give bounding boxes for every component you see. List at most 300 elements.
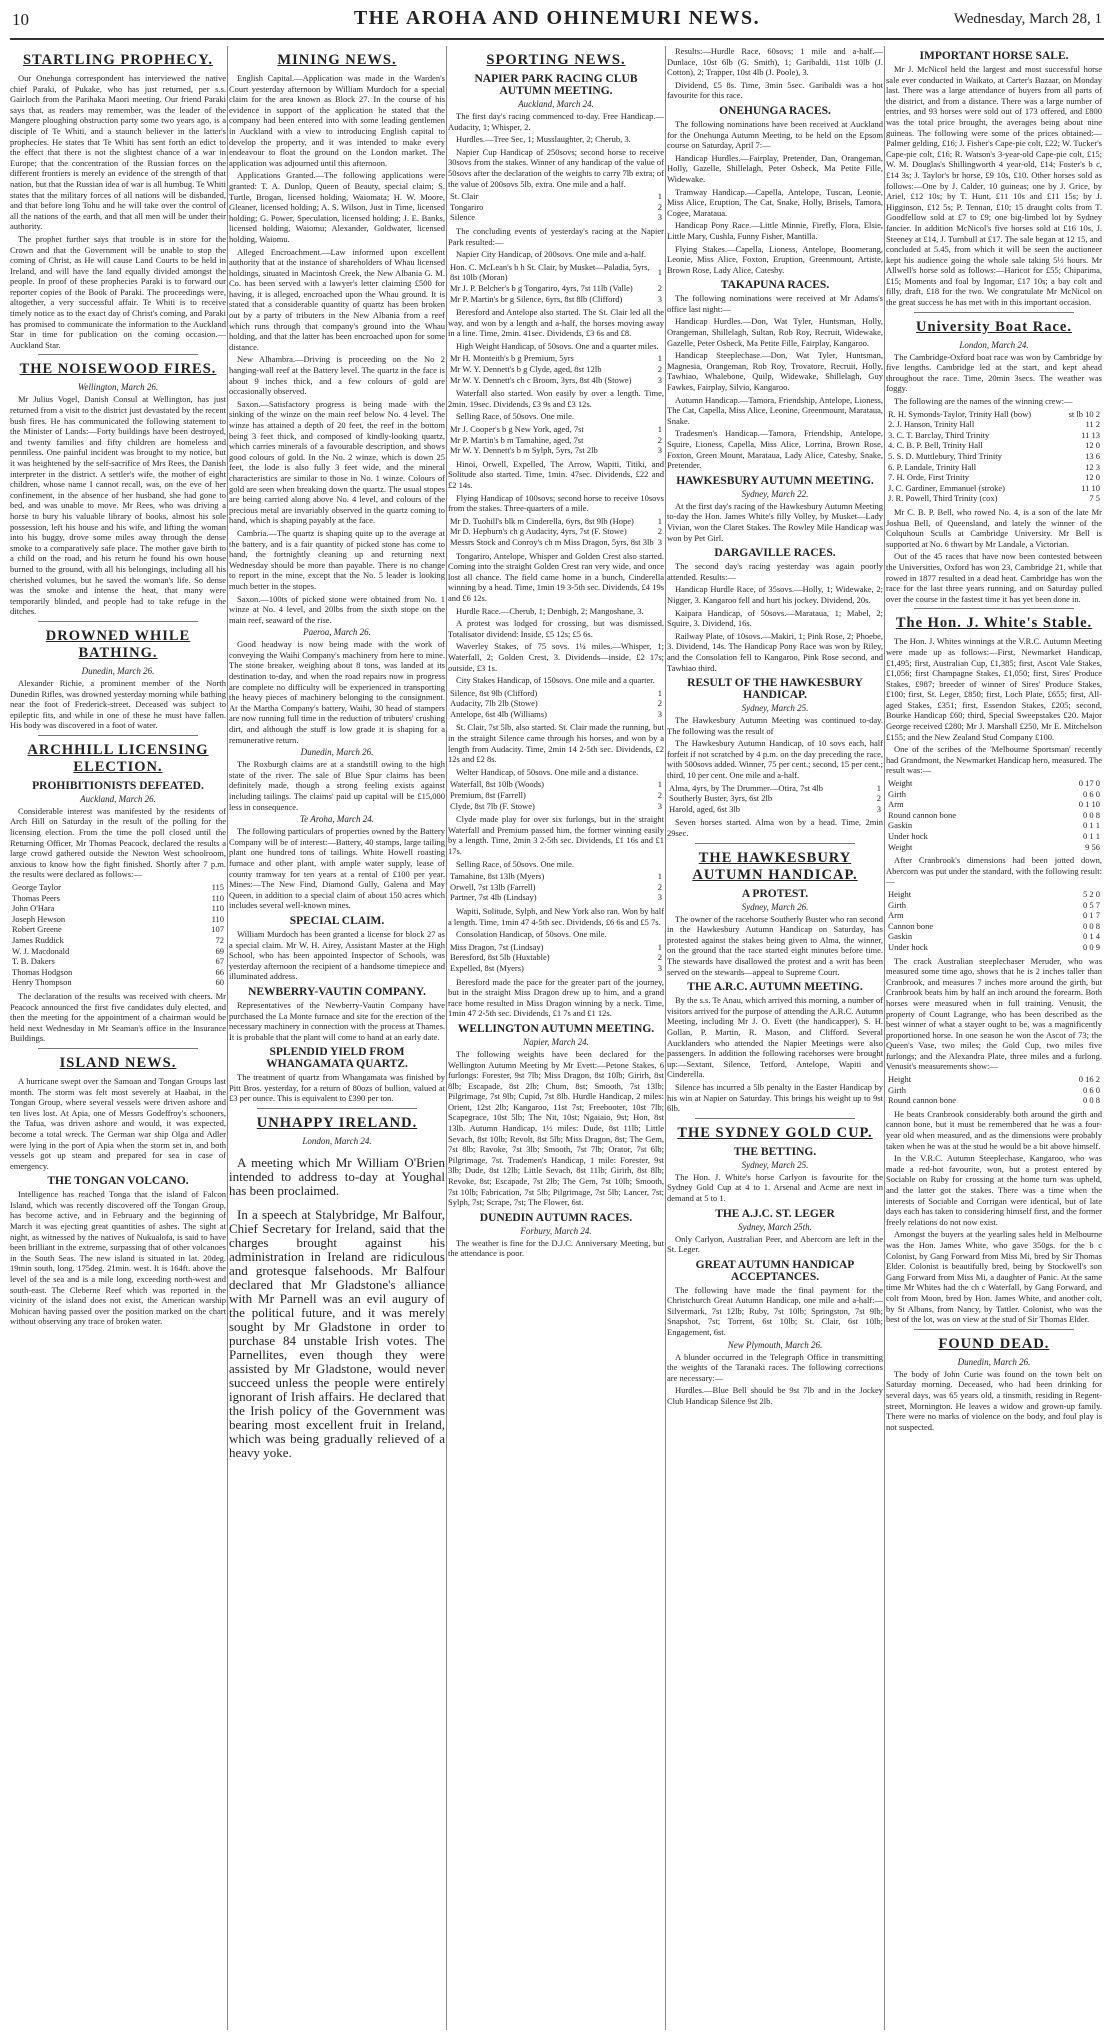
result-name: Under hock: [888, 941, 928, 952]
results-table: [448, 262, 664, 304]
result-name: Girth: [888, 788, 906, 799]
results-row: [886, 472, 1102, 483]
newspaper-title: THE AROHA AND OHINEMURI NEWS.: [353, 7, 761, 29]
result-value: 2: [657, 201, 662, 212]
article-paragraph: The Cambridge-Oxford boat race was won by Cambridge by five lengths. Cambridge led at the start, and kept ahead throughout the race. Time, 20min 3secs. The weather was foggy.: [886, 351, 1102, 394]
article-paragraph: A protest was lodged for crossing, but was dismissed. Totalisator dividend: Inside, £5 12s; £5 6s.: [448, 618, 664, 639]
results-row: [448, 262, 664, 283]
dateline: Wellington, March 26.: [77, 382, 159, 393]
article-paragraph: After Cranbrook's dimensions had been jotted down, Abercorn was put under the standard, with the following result:—: [886, 855, 1102, 887]
dateline: Sydney, March 22.: [741, 488, 809, 499]
article-paragraph: Napier City Handicap, of 200sovs. One mile and a-half.: [456, 249, 647, 260]
results-table: [886, 889, 1102, 953]
result-name: Miss Dragon, 7st (Lindsay): [450, 941, 544, 952]
article-paragraph: The Hawkesbury Autumn Handicap, of 10 sovs each, half forfeit if not scratched by 4 p.m. on the day preceding the race, with 500sovs added. Winner, 75 per cent.; second, 15 per cent.; third, 10 per cent. One mile and a-half.: [667, 738, 883, 781]
results-row: [10, 977, 226, 988]
article-paragraph: Handicap Hurdles.—Don, Wat Tyler, Huntsman, Holly, Orangeman, Shillelagh, Sultan, Rob Roy, Recruit, Widewake, Gazelle, Peter Osbeck, Ma Petite Fille, Fairplay, Kangaroo.: [667, 316, 883, 348]
results-row: [448, 709, 664, 720]
article-subheading: NAPIER PARK RACING CLUB AUTUMN MEETING.: [474, 73, 638, 97]
article-paragraph: Seven horses started. Alma won by a head. Time, 2min 29sec.: [667, 817, 883, 839]
article-headline: THE SYDNEY GOLD CUP.: [677, 1124, 873, 1141]
results-row: [10, 924, 226, 935]
article-headline: STARTLING PROPHECY.: [22, 52, 214, 68]
results-row: [448, 294, 664, 305]
article-paragraph: Saxon.—100ts of picked stone were obtained from No. 1 winze at No. 4 level, and 20lbs from the sixth stope on the main reef, seaward of the rise.: [229, 593, 445, 625]
article-paragraph: William Murdoch has been granted a license for block 27 as a special claim. Mr W. H. Airey, Assistant Master at the High School, who has been appointed Inspector of Schools, was yesterday afternoon the recipient of a handsome timepiece and illuminated address.: [229, 928, 445, 982]
result-name: Clyde, 8st 7lb (F. Stowe): [450, 800, 535, 811]
article-paragraph: The declaration of the results was received with cheers. Mr Peacock announced the first five candidates duly elected, and then the meeting for the appointment of a chairman would be held next Wednesday in Mr Seaman's office in the Insurance Buildings.: [10, 990, 226, 1044]
article-paragraph: The following are the names of the winning crew:—: [894, 396, 1073, 407]
article-paragraph: Napier Cup Handicap of 250sovs; second horse to receive 30sovs from the stakes. Winner of any handicap of the value of 50sovs after the declaration of the weights to carry 7lb extra; of the value of 200sovs 5lb, extra. One mile and a half.: [448, 146, 664, 189]
results-row: [886, 831, 1102, 842]
article-paragraph: Dividend, £5 8s. Time, 3min 5sec. Garibaldi was a hot favourite for this race.: [667, 79, 883, 101]
result-name: Arm: [888, 799, 904, 810]
article-subheading: HAWKESBURY AUTUMN MEETING.: [676, 474, 874, 487]
results-row: [886, 810, 1102, 821]
result-name: Waterfall, 8st 10lb (Woods): [450, 779, 544, 790]
article-subheading: DARGAVILLE RACES.: [714, 547, 836, 560]
result-name: Weight: [888, 778, 913, 789]
results-row: [448, 435, 664, 446]
article-subheading: THE A.J.C. ST. LEGER: [715, 1207, 835, 1220]
dateline: Sydney, March 25.: [741, 1159, 809, 1170]
result-value: 110: [211, 903, 224, 914]
results-row: [448, 212, 664, 223]
article-paragraph: Alexander Richie, a prominent member of the North Dunedin Rifles, was drowned yesterday morning while bathing near the foot of Frederick-street. Deceased was subject to epileptic fits, and while in one of these he must have fallen. His body was discovered in a foot of water.: [10, 677, 226, 731]
results-row: [10, 882, 226, 893]
result-value: 0 17 0: [1078, 778, 1100, 789]
result-value: 0 6 0: [1083, 788, 1100, 799]
results-row: [448, 445, 664, 456]
article-paragraph: Hurdle Race.—Cherub, 1; Denbigh, 2; Mangoshane, 3.: [456, 605, 644, 616]
results-row: [10, 914, 226, 925]
article-subheading: NEWBERRY-VAUTIN COMPANY.: [248, 985, 426, 998]
section-divider: [38, 621, 198, 622]
result-value: 1: [657, 191, 662, 202]
result-name: John O'Hara: [12, 903, 55, 914]
section-divider: [914, 1329, 1074, 1330]
results-row: [448, 353, 664, 364]
result-name: J. R. Powell, Third Trinity (cox): [888, 493, 998, 504]
result-name: 2. J. Hanson, Trinity Hall: [888, 419, 975, 430]
result-value: 3: [876, 803, 881, 814]
article-subheading: THE A.R.C. AUTUMN MEETING.: [687, 981, 863, 994]
results-row: [886, 820, 1102, 831]
results-row: [886, 900, 1102, 911]
column-3: [448, 46, 664, 2030]
result-value: 7 5: [1089, 493, 1100, 504]
results-row: [448, 283, 664, 294]
article-headline: MINING NEWS.: [277, 52, 397, 68]
result-name: Mr H. Monteith's b g Premium, 5yrs: [450, 353, 574, 364]
results-table: [448, 424, 664, 456]
article-paragraph: The following weights have been declared for the Wellington Autumn Meeting by Mr Evett:—Petone Stakes, 6 furlongs: Forester, 9st 7lb; Miss Dragon, 8st 10lb; Girirh, 8st 8lb; Escapade, 8st 2lb; Chum, 8st; Smooth, 7st 13lb; Pilgrimage, 7st 9lb; Cupid, 7st 8lb. Hurdle Handicap, 2 miles: Orient, 12st 2lb; Kangaroo, 11st 7st; Freebooter, 10st 7lb; Scapegrace, 10st 5lb; The Nit, 10st; Ngaiaio, 9st; Hon, 8st 13lb. Autumn Handicap, 1½ miles: Dude, 8st 11lb; Little Sevach, 8st 10lb; Revolt, 8st 5lb; Miss Dragon, 8st; The Gem, 7st 8lb; Ravoke, 7st 3lb; Smooth, 7st 7lb; Orator, 7st 6lb; Pilgrimage, 7st. Trademen's Handicap, 1 mile: Forester, 9st 3lb; Dude, 8st 12lb; Little Sevach, 8st 11lb; Girirh, 8st 8lb; Revoke, 8st; Escapade, 7st 2lb; The Gem, 7st 10lb; Smooth, 7st 10lb; Fabrication, 7st 5lb; Pilgrimage, 7st 5lb; Lancer, 7st; Sylph, 7st; Scrape, 7st; The Flower, 6st.: [448, 1048, 664, 1208]
result-name: Gaskin: [888, 820, 913, 831]
result-name: Arm: [888, 910, 904, 921]
dateline: Auckland, March 24.: [518, 99, 594, 109]
column-4: [667, 46, 883, 2030]
results-row: [10, 903, 226, 914]
article-paragraph: The following particulars of properties owned by the Battery Company will be of interest:—Battery, 40 stamps, large tailing plant one hundred tons of tailings. White Howell roasting furnace and other plant, with ample water supply, lease of county tramway for ten years at a rental of £100 per year. Mines:—The New Find, Diamond Gully, Galena and May Queen, in addition to a special claim of about 150 acres which includes several well-known mines.: [229, 826, 445, 911]
dateline: New Plymouth, March 26.: [727, 1339, 823, 1350]
results-row: [667, 804, 883, 815]
result-value: 12 0: [1085, 472, 1100, 483]
article-paragraph: The Hon. J. White's horse Carlyon is favourite for the Sydney Gold Cup at 4 to 1. Arsenal and Acme are next in demand at 5 to 1.: [667, 1171, 883, 1203]
results-row: [886, 419, 1102, 430]
section-divider: [38, 735, 198, 736]
result-name: Mr P. Martin's br g Silence, 6yrs, 8st 8lb (Clifford): [450, 293, 623, 304]
article-paragraph: He beats Cranbrook considerably both around the girth and cannon bone, but it must be remembered that he was a four-year old when measured, and as the dimensions were probably taken when he was at the stud he would be a bit above himself.: [886, 1108, 1102, 1151]
dateline: Napier, March 24.: [523, 1036, 589, 1047]
result-value: 2: [657, 364, 662, 375]
results-table: [667, 783, 883, 815]
result-value: 0 16 2: [1078, 1074, 1100, 1085]
article-paragraph: The following nominations have been received at Auckland for the Onehunga Autumn Meeting, to be held on the Epsom course on Saturday, April 7:—: [667, 118, 883, 151]
result-value: 2: [657, 698, 662, 709]
dateline: Auckland, March 26.: [80, 793, 156, 804]
result-value: 12 3: [1085, 461, 1100, 472]
article-paragraph: Autumn Handicap.—Tamora, Friendship, Antelope, Lioness, The Cat, Capella, Miss Alice, Leonine, Greenmount, Marataua, Snake.: [667, 394, 883, 426]
article-paragraph: One of the scribes of the 'Melbourne Sportsman' recently had Grandmont, the Newmarket Handicap hero, measured. The result was:—: [886, 744, 1102, 776]
results-row: [448, 779, 664, 790]
article-subheading: TAKAPUNA RACES.: [720, 279, 830, 292]
result-name: 6. P. Landale, Trinity Hall: [888, 461, 977, 472]
result-value: 2: [657, 434, 662, 445]
results-row: [10, 946, 226, 957]
article-subheading: WELLINGTON AUTUMN MEETING.: [457, 1022, 655, 1035]
masthead-rule: [10, 38, 1104, 40]
result-value: 66: [215, 966, 224, 977]
article-subheading: GREAT AUTUMN HANDICAP ACCEPTANCES.: [695, 1258, 855, 1283]
result-name: W. J. Macdonald: [12, 945, 70, 956]
results-row: [448, 942, 664, 953]
results-table: [886, 409, 1102, 504]
results-row: [886, 462, 1102, 473]
result-name: Mr W. Y. Dennett's b g Clyde, aged, 8st 12lb: [450, 364, 602, 375]
result-name: Height: [888, 1074, 912, 1085]
result-name: Silence, 8st 9lb (Clifford): [450, 687, 538, 698]
article-paragraph: Handicap Steeplechase.—Don, Wat Tyler, Huntsman, Magnesia, Orangeman, Rob Roy, Trovatore, Recruit, Holly, Tawhiao, Whalebone, Quilp, Widewake, Shillelagh, Guy Fawkes, Fairplay, Silvio, Kangaroo.: [667, 350, 883, 393]
article-paragraph: In the V.R.C. Autumn Steeplechase, Kangaroo, who was made a red-hot favourite, won, but a protest entered by Sociable on Ruby for crossing at the home turn was upheld, and the latter got the stakes. There was a time when the interests of Sociable and Corrigan were identical, but of late days each has taken to considering himself first, and the former freely relations do not now exist.: [886, 1153, 1102, 1227]
results-row: [667, 783, 883, 794]
issue-date: Wednesday, March 28, 1: [953, 11, 1102, 27]
results-row: [667, 793, 883, 804]
result-value: 110: [211, 892, 224, 903]
column-2: [229, 46, 445, 2030]
result-name: Harold, aged, 6st 3lb: [669, 803, 741, 814]
result-value: 1: [657, 515, 662, 526]
result-name: Mr J. Cooper's b g New York, aged, 7st: [450, 424, 584, 435]
masthead: [0, 0, 1114, 40]
results-table: [448, 942, 664, 974]
article-paragraph: Applications Granted.—The following applications were granted: T. A. Dunlop, Queen of Beauty, special claim; S. Turtle, Brogan, licensed holding, Waiomata; H. W. Moore, Gleaner, licensed holding; A. S. Wilson, Just in Time, licensed holding; G. Power, Speculation, licensed holding; J. E. Banks, licensed holding, Waiomu; Alexander, Goldwater, licensed holding, Waiomu.: [229, 170, 445, 244]
result-value: 0 0 8: [1083, 1095, 1100, 1106]
article-paragraph: St. Clair, 7st 5lb, also started. St. Clair made the running, but in the straight Silence came through his horses, and won by a length from Audacity. Time, 2min 14 2-5th sec. Dividends, £2 12s and £2 8s.: [448, 722, 664, 765]
result-name: R. H. Symonds-Taylor, Trinity Hall (bow): [888, 408, 1032, 419]
article-paragraph: Flying Stakes.—Capella, Lioness, Antelope, Boomerang, Leonie, Miss Alice, Foxton, Eruption, Greenmount, Artiste, Brown Rose, Lady Alice, Catesby.: [667, 243, 883, 275]
result-name: Silence: [450, 212, 476, 223]
article-headline: ARCHHILL LICENSING ELECTION.: [27, 741, 209, 775]
article-paragraph: Railway Plate, of 10sovs.—Makiri, 1; Pink Rose, 2; Phoebe, 3. Dividend, 14s. The Handicap Pony Race was won by Riley, and the Consolation fell to Kangaroo, Pink Rose second, and Tawhiao third.: [667, 630, 883, 673]
result-value: 107: [211, 924, 224, 935]
article-subheading: ONEHUNGA RACES.: [719, 104, 831, 117]
article-paragraph: The weather is fine for the D.J.C. Anniversary Meeting, but the attendance is poor.: [448, 1237, 664, 1259]
result-value: 3: [657, 374, 662, 385]
results-row: [886, 799, 1102, 810]
article-paragraph: The Hawkesbury Autumn Meeting was continued to-day. The following was the result of: [667, 715, 883, 736]
results-row: [448, 882, 664, 893]
article-paragraph: Selling Race, of 50sovs. One mile.: [456, 411, 575, 422]
results-row: [886, 1074, 1102, 1085]
column-rule: [665, 46, 666, 2030]
results-table: [886, 778, 1102, 852]
results-row: [886, 451, 1102, 462]
article-paragraph: English Capital.—Application was made in the Warden's Court yesterday afternoon by William Murdoch for a special claim for the area known as Block 27. In the course of his evidence in support of the application he stated that the company had been entered into with some leading gentlemen in Auckland with a view to introducing English capital to develop the property, and it was intended to make every endeavour to float the ground on the London market. The application was adjourned until this afternoon.: [229, 73, 445, 168]
result-value: 3: [657, 212, 662, 223]
result-value: 1: [657, 941, 662, 952]
article-subheading: A PROTEST.: [741, 887, 809, 900]
result-value: 0 0 9: [1083, 941, 1100, 952]
article-subheading: SPLENDID YIELD FROM WHANGAMATA QUARTZ.: [266, 1046, 408, 1071]
result-value: 11 10: [1081, 482, 1100, 493]
result-value: 0 1 10: [1078, 799, 1100, 810]
result-value: 1: [657, 779, 662, 790]
result-name: Mr W. Y. Dennett's ch c Broom, 3yrs, 8st 4lb (Stowe): [450, 374, 632, 385]
results-table: [448, 191, 664, 223]
article-paragraph: The Hon. J. Whites winnings at the V.R.C. Autumn Meeting were made up as follows:—First, Newmarket Handicap, £1,495; first, Australian Cup, £1,385; first, Ascot Vale Stakes, £1,056; first Champagne Stakes, £1,050; first, Sires' Produce Stakes, £987; breeder of winner of Sires' Produce Stakes, £100; first, St. Leger, £850; first, Loch Plate, £655; first, All-aged Stakes, £351; first, Essendon Stakes, £205; second, Bourke Handicap £60; third, Special Sweepstakes £20. Major George received £280; Mr J. Marshall £250, Mr E. Mitchelson £155; and the New Zealand Stud Company £100.: [886, 636, 1102, 742]
result-value: 2: [657, 881, 662, 892]
results-row: [448, 191, 664, 202]
article-paragraph: High Weight Handicap, of 50sovs. One and a quarter miles.: [456, 340, 659, 351]
result-value: 3: [657, 892, 662, 903]
results-row: [886, 942, 1102, 953]
result-value: 3: [657, 962, 662, 973]
article-paragraph: Waverley Stakes, of 75 sovs. 1¼ miles.—Whisper, 1; Waterfall, 2; Golden Crest, 3. Dividends—inside, £2 17s; outside, £3 1s.: [448, 641, 664, 673]
article-subheading: PROHIBITIONISTS DEFEATED.: [32, 779, 204, 792]
result-name: Under hock: [888, 831, 928, 841]
results-row: [448, 375, 664, 386]
result-name: Premium, 8st (Farrell): [450, 790, 526, 801]
result-name: Mr P. Martin's b m Tamahine, aged, 7st: [450, 434, 584, 445]
section-divider: [914, 312, 1074, 313]
article-paragraph: The treatment of quartz from Whangamata was finished by Pitt Bros. yesterday, for a return of 80ozs of bullion, valued at £3 per ounce. This is equivalent to £390 per ton.: [229, 1072, 445, 1104]
result-value: 13 6: [1085, 451, 1100, 461]
results-row: [448, 892, 664, 903]
result-name: Beresford, 8st 5lb (Huxtable): [450, 952, 550, 963]
results-row: [448, 698, 664, 709]
section-divider: [914, 608, 1074, 609]
results-row: [886, 409, 1102, 420]
result-value: 12 0: [1085, 440, 1100, 451]
results-row: [448, 790, 664, 801]
result-value: 1: [657, 871, 662, 882]
dateline: London, March 24.: [302, 1136, 372, 1147]
section-divider: [695, 843, 855, 844]
article-paragraph: The concluding events of yesterday's racing at the Napier Park resulted:—: [448, 225, 664, 247]
results-table: [448, 353, 664, 385]
result-value: 0 1 4: [1083, 931, 1100, 942]
article-paragraph: Welter Handicap, of 50sovs. One mile and a distance.: [456, 766, 639, 777]
article-paragraph: City Stakes Handicap, of 150sovs. One mile and a quarter.: [456, 675, 655, 686]
result-value: 3: [657, 536, 662, 547]
article-paragraph: Tradesmen's Handicap.—Tamora, Friendship, Antelope, Squire, Lioness, Capella, Miss Alice, Lorrina, Brown Rose, Foxton, Green Mount, Marataua, Lady Alice, Catesby, Snake, Pretender.: [667, 428, 883, 471]
article-paragraph: Consolation Handicap, of 50sovs. One mile.: [456, 929, 607, 940]
results-row: [448, 516, 664, 527]
result-value: 2: [876, 793, 881, 804]
dateline: Forbury, March 24.: [520, 1225, 592, 1236]
results-row: [448, 952, 664, 963]
result-value: 2: [657, 790, 662, 801]
column-rule: [446, 46, 447, 2030]
result-value: 11 2: [1085, 419, 1100, 430]
result-name: Orwell, 7st 13lb (Farrell): [450, 881, 536, 892]
section-divider: [38, 354, 198, 355]
result-value: 2: [657, 526, 662, 537]
results-row: [886, 910, 1102, 921]
result-name: Alma, 4yrs, by The Drummer—Otira, 7st 4lb: [669, 782, 824, 793]
dateline: Dunedin, March 26.: [957, 1356, 1031, 1367]
article-paragraph: Our Onehunga correspondent has interviewed the native chief Paraki, of Pukake, who has just returned, per s.s. Gairloch from the Parihaka Maori meeting. Our friend Paraki says that, as readers may remember, was the leader of the Mangere ploughing obstruction party some two years ago, is a disciple of Te Whiti, and a staunch believer in the latter's prophecies. He states that Te Whiti has sent forth an edict to the effect that there is not the slightest chance of a war in Europe; that the concentration of the Russian forces on the different frontiers is merely an evidence of the strength of that nation, but that the Russian idea of war is all humbug. Te Whiti states that the military forces of all nations will be disbanded, and that before long Tohu and he will take over the control of all the nations of the earth, and that all men will be under their authority.: [10, 73, 226, 232]
article-paragraph: Results:—Hurdle Race, 60sovs; 1 mile and a-half.—Dunlace, 10st 6lb (G. Smith), 1; Garibaldi, 11st 10lb (J. Cotton), 2; Trapper, 10st 4lb (J. Poole), 3.: [667, 46, 883, 78]
article-paragraph: Good headway is now being made with the work of conveying the Waihi Company's machinery from here to mine. The stone breaker, weighing about 8 tons, was landed at its destination to-day, and when the road repairs now in progress are complete no difficulty will be experienced in transporting the heavy pieces of machinery belonging to the consignment. At the Martha Company's battery, Waihi, 30 head of stampers are now running full time in the reduction of tributers' crushing dirt, and although the stuff is low grade it is shaping for a remunerative return.: [229, 639, 445, 745]
result-name: 5. S. D. Muttlebury, Third Trinity: [888, 451, 1002, 461]
result-name: Mr J. P. Belcher's b g Tongariro, 4yrs, 7st 11lb (Valle): [450, 282, 633, 293]
section-divider: [257, 1108, 417, 1109]
article-paragraph: The body of John Curie was found on the town belt on Saturday morning. Deceased, who had been drinking for several days, was 65 years old, a tinsmith, residing in Regent-street, Mornington. He leaves a widow and grown-up family. There were no marks of violence on the body, and foul play is not suspected.: [886, 1368, 1102, 1432]
dateline: London, March 24.: [959, 339, 1029, 350]
result-name: Tamahine, 8st 13lb (Myers): [450, 871, 545, 882]
result-value: 11 13: [1081, 429, 1100, 440]
column-5: [886, 46, 1102, 2030]
article-paragraph: Hinoi, Orwell, Expelled, The Arrow, Wapiti, Titiki, and Solitude also started. Time, 1min. 47sec. Dividends, £22 and £2 14s.: [448, 458, 664, 490]
article-paragraph: The following nominations were received at Mr Adams's office last night:—: [667, 293, 883, 314]
results-table: [448, 516, 664, 548]
results-table: [448, 871, 664, 903]
article-paragraph: Silence has incurred a 5lb penalty in the Easter Handicap by his win at Napier on Saturday. This brings his weight up to 9st 6lb.: [667, 1081, 883, 1114]
result-name: Mr W. Y. Dennett's b m Sylph, 5yrs, 7st 2lb: [450, 445, 598, 456]
result-name: Audacity, 7lb 2lb (Stowe): [450, 698, 538, 709]
result-name: 4. C. B. P. Bell, Trinity Hall: [888, 440, 983, 451]
section-divider: [695, 1118, 855, 1119]
article-headline: UNHAPPY IRELAND.: [256, 1115, 418, 1132]
result-name: James Ruddick: [12, 935, 64, 945]
result-name: Southerly Buster, 3yrs, 6st 2lb: [669, 793, 773, 804]
article-paragraph: A blunder occurred in the Telegraph Office in transmitting the weights of the Taranaki races. The following corrections are necessary:—: [667, 1351, 883, 1383]
article-paragraph: Handicap Hurdle Race, of 35sovs.—Holly, 1; Widewake, 2; Nigger, 3. Kangaroo fell and hurt his jockey. Dividend, 20s.: [667, 584, 883, 605]
results-row: [886, 1085, 1102, 1096]
article-paragraph: Kaipara Handicap, of 50sovs.—Marataua, 1; Mabel, 2; Squire, 3. Dividend, 16s.: [667, 607, 883, 629]
result-name: Partner, 7st 4lb (Lindsay): [450, 892, 537, 903]
article-paragraph: Tramway Handicap.—Capella, Antelope, Tuscan, Leonie, Miss Alice, Eruption, The Cat, Snake, Holly, Brisels, Tamora, Cogee, Marataua.: [667, 186, 883, 218]
result-value: 1: [657, 353, 662, 364]
article-subheading: RESULT OF THE HAWKESBURY HANDICAP.: [687, 677, 863, 702]
result-value: 3: [657, 708, 662, 719]
article-paragraph: By the s.s. Te Anau, which arrived this morning, a number of visitors arrived for the purpose of attending the A.R.C. Autumn Meeting, including Mr J. O. Evett (the handicapper), S. H. Gollan, P. Martin, R. Mason, and Clifford. Several Aucklanders who attended the Napier Meetings were also passengers. In addition the following racehorses were brought up:—Sextant, Silence, Tetford, Antelope, Wapiti and Cinderella.: [667, 995, 883, 1080]
results-table: [448, 688, 664, 720]
result-value: 1: [657, 267, 662, 278]
article-paragraph: Alleged Encroachment.—Law informed upon excellent authority that at the instance of shareholders of Whau licensed holdings, situated in Macintosh Creek, the New Albania G. M. Co. has been served with a lawyer's letter claiming £500 for having, it is alleged, encroached upon the Whau ground. It is stated that a considerable quantity of quartz has been broken out by a party of tributers in the New Albania from a reef which runs through that company's ground into the Whau holding, and that the latter has been encroached upon for some distance.: [229, 246, 445, 352]
dateline: Sydney, March 26.: [741, 901, 809, 912]
article-paragraph: At the first day's racing of the Hawkesbury Autumn Meeting to-day the Hon. James White's filly Volley, by Musket—Lady Vivian, won the Claret Stakes. The Rowley Mile Handicap was won by Pet Girl.: [667, 500, 883, 543]
result-value: 0 5 7: [1083, 899, 1100, 910]
results-row: [448, 963, 664, 974]
results-row: [886, 1095, 1102, 1106]
result-value: 5 2 0: [1083, 888, 1100, 899]
result-name: Thomas Hodgson: [12, 966, 73, 977]
article-headline: THE HAWKESBURY AUTUMN HANDICAP.: [692, 849, 858, 883]
result-value: 3: [657, 445, 662, 456]
result-value: 9 56: [1085, 841, 1100, 852]
article-paragraph: Intelligence has reached Tonga that the island of Falcon Island, which was recently discovered off the Tongan Group, has become active, and in February and the beginning of March it was ejecting great quantities of ashes. The sight at night, as witnessed by the natives of Nukualofa, is said to have been brilliant in the extreme, surpassing that of other volcanoes in the South Seas. The new island is situated in lat. 20deg. 19min south, long. 175deg. 21min. west. It is 164ft. above the level of the sea and is a mile long, exceeding north-west and south-east. The Cleberne Reef which was reported in the vicinity of the island does not exist, the American warship Mohican having passed over the position marked on the chart without observing any trace of broken water.: [10, 1189, 226, 1327]
results-row: [448, 526, 664, 537]
dateline: Dunedin, March 26.: [300, 747, 374, 758]
result-value: 2: [657, 282, 662, 293]
result-value: 3: [657, 293, 662, 304]
article-paragraph: Handicap Pony Race.—Little Minnie, Firefly, Flora, Elsie, Little Mary, Cushla, Funny Fisher, Mantilla.: [667, 220, 883, 241]
result-value: 3: [657, 800, 662, 811]
result-name: Henry Thompson: [12, 977, 72, 988]
results-row: [10, 967, 226, 978]
results-row: [448, 202, 664, 213]
article-paragraph: Selling Race, of 50sovs. One mile.: [456, 858, 575, 869]
dateline: Te Aroha, March 24.: [299, 814, 375, 825]
result-name: Joseph Hewson: [12, 913, 66, 924]
results-row: [10, 956, 226, 967]
article-paragraph: The following have made the final payment for the Christchurch Great Autumn Handicap, one mile and a-half:—Silvermark, 7st 12lb; Ruby, 7st 10lb; Springston, 7st 9lb; Snapshot, 7st; Torrent, 6st 10lb; St. Clair, 6st 10lb; Engagement, 6st.: [667, 1284, 883, 1338]
article-paragraph: Hurdles.—Blue Bell should be 9st 7lb and in the Jockey Club Handicap Silence 9st 2lb.: [667, 1385, 883, 1407]
article-headline: SPORTING NEWS.: [486, 52, 626, 68]
result-value: 1: [876, 782, 881, 793]
result-name: Tongariro: [450, 201, 484, 212]
results-row: [886, 493, 1102, 504]
article-paragraph: The Roxburgh claims are at a standstill owing to the high state of the river. The sale of Blue Spur claims has been definitely made, though a strong feeling exists against including tailings. The claims' paid up capital will be £15,000 less in consequence.: [229, 759, 445, 812]
dateline: Sydney, March 25th.: [738, 1221, 812, 1232]
article-headline: The Hon. J. White's Stable.: [895, 615, 1093, 632]
result-name: Height: [888, 888, 912, 899]
results-row: [886, 483, 1102, 494]
article-paragraph: The first day's racing commenced to-day. Free Handicap.—Audacity, 1; Whisper, 2.: [448, 111, 664, 132]
page-number: 10: [12, 10, 29, 29]
result-name: Expelled, 8st (Myers): [450, 962, 524, 973]
results-table: [448, 779, 664, 811]
result-name: Hon. C. McLean's b h St. Clair, by Musket—Paladia, 5yrs, 8st 10lb (Moran): [450, 261, 650, 283]
article-subheading: SPECIAL CLAIM.: [289, 914, 385, 927]
article-paragraph: Waterfall also started. Won easily by over a length. Time, 2min. 19sec. Dividends, £3 9s and £3 12s.: [448, 388, 664, 409]
article-paragraph: Considerable interest was manifested by the residents of Arch Hill on Saturday in the result of the polling for the licensing election. From the time the poll closed until the Returning Officer, Mr Thomas Peacock, declared the results a large crowd gathered outside the Newton West schoolroom, anxious to know how the fight finished. Shortly after 7 p.m. the results were declared as follows:—: [10, 805, 226, 880]
article-paragraph: Tongariro, Antelope, Whisper and Golden Crest also started. Coming into the straight Golden Crest ran very wide, and once lost all chance. The field came home in a bunch, Cinderella winning by a head. Time, 1min 19 3-5th sec. Dividends, £4 19s and £6 12s.: [448, 550, 664, 603]
article-paragraph: Hurdles.—Tree Sec, 1; Musslaughter, 2; Cherub, 3.: [456, 134, 631, 145]
article-paragraph: Wapiti, Solitude, Sylph, and New York also ran. Won by half a length. Time, 1min 47 4-5th sec. Dividends, £6 6s and £5 7s.: [448, 905, 664, 927]
results-row: [886, 842, 1102, 853]
result-name: Round cannon bone: [888, 809, 956, 820]
results-row: [10, 893, 226, 904]
article-paragraph: A meeting which Mr William O'Brien intended to address to-day at Youghal has been proclaimed.: [229, 1155, 445, 1199]
article-paragraph: The crack Australian steeplechaser Meruder, who was measured some time ago, shows that he is 2 inches taller than Cranbrook, and measures 7 inches more around the girth, but Cranbrook beats him by half an inch around the forearm. Both horses were measured when in full training. Venusit, the property of Count Lagrange, who has been described as the best winner of what a stayer ought to be, was a magnificently proportioned horse. In one season he won the Ascot of 73; the Queen's Vase, two miles; the Gold Cup, two miles five furlongs; and the Alexandra Plate, three miles and a furlong. Venusit's measurements show:—: [886, 955, 1102, 1072]
column-rule: [884, 46, 885, 2030]
result-value: 69: [215, 945, 224, 956]
result-name: Mr D. Hepburn's ch g Audacity, 4yrs, 7st (F. Stowe): [450, 526, 627, 537]
results-row: [886, 921, 1102, 932]
result-value: 115: [211, 882, 224, 893]
article-paragraph: Saxon.—Satisfactory progress is being made with the sinking of the winze on the main reef below No. 4 level. The winze has attained a depth of 20 feet, the reef in the bottom being 3 feet thick, and composed of kindly-looking quartz, which carries minerals of a favourable description, and shows good colours of gold. In the No. 2 winze, which is down 25 feet, the lode is also fully 3 feet wide, and the mineral characteristics are similar to those in No. 1 winze. Colours of gold are seen when breaking down the quartz. The usual stopes are being carried along above No. 4 level, and colours of the precious metal are invariably observed in the quartz coming to hand, which is shaping payably at the face.: [229, 398, 445, 526]
result-value: 0 0 8: [1083, 809, 1100, 820]
results-row: [448, 424, 664, 435]
result-value: 110: [211, 913, 224, 924]
article-paragraph: In a speech at Stalybridge, Mr Balfour, Chief Secretary for Ireland, said that the charges brought against his administration in Ireland are ridiculous and grotesque falsehoods. Mr Balfour declared that Mr Gladstone's alliance with Mr Parnell was an evil augury of the political future, and it was merely sought by Mr Gladstone in order to purchase 84 unstable Irish votes. The Parnellites, even though they were assisted by Mr Gladstone, would never succeed unless the people were entirely ignorant of Irish affairs. He declared that the Irish policy of the Government was bearing most excellent fruit in Ireland, which was being gradually relieved of a heavy yoke.: [229, 1207, 445, 1461]
article-subheading: THE BETTING.: [733, 1145, 817, 1158]
article-subheading: IMPORTANT HORSE SALE.: [919, 50, 1069, 62]
article-paragraph: Cambria.—The quartz is shaping quite up to the average at the battery, and is a fair quantity of picked stone has come to hand, the fortnightly cleaning up and returning next Wednesday should be more than payable. There is no change to report in the mine, except that the No. 5 leader is looking much better in the stopes.: [229, 527, 445, 591]
